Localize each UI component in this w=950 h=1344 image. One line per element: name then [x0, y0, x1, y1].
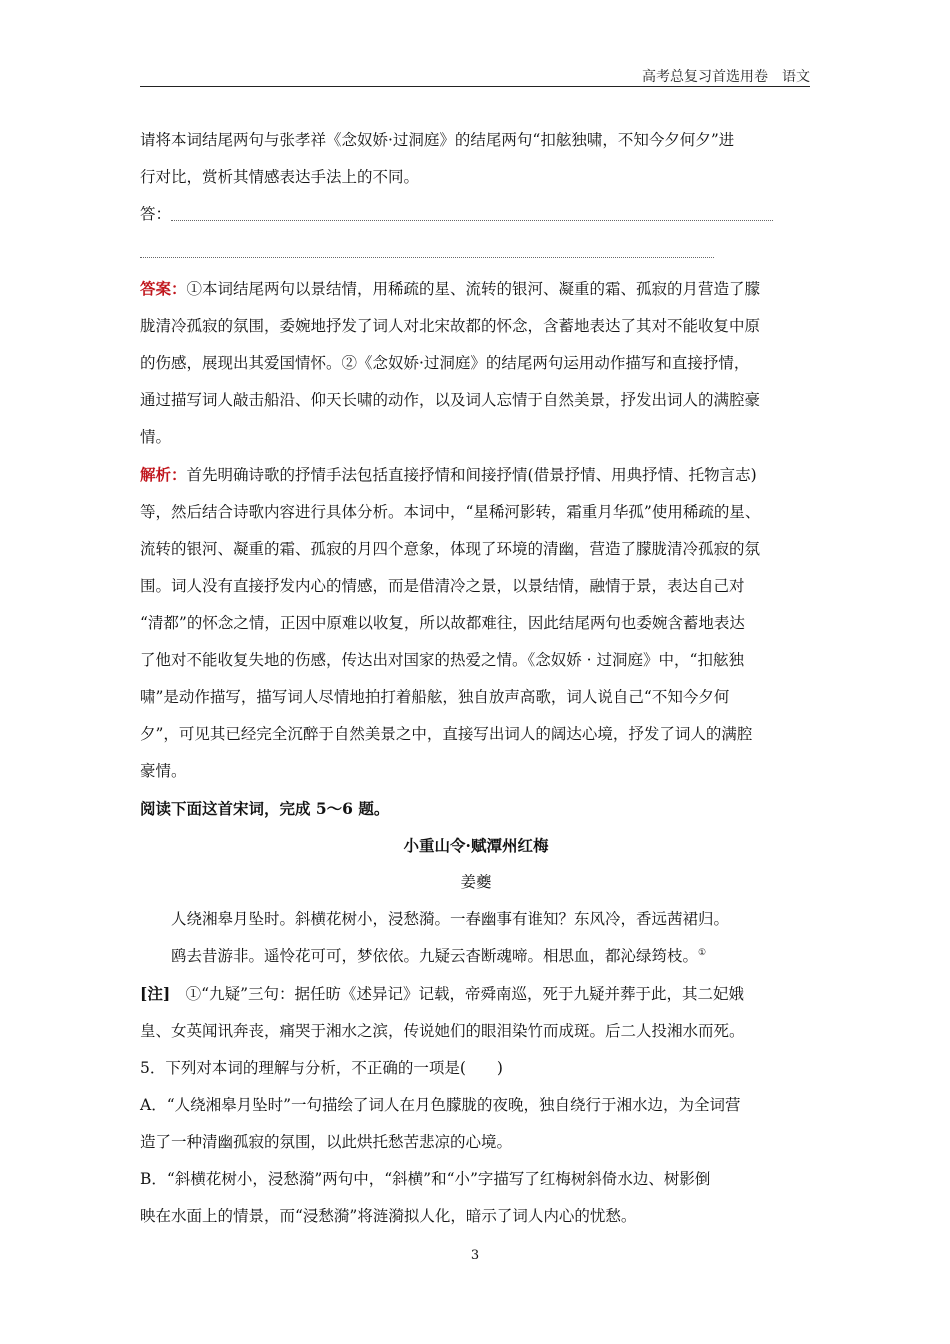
option-b: B．“斜横花树小，浸愁漪”两句中，“斜横”和“小”字描写了红梅树斜倚水边、树影倒 [140, 1170, 711, 1188]
answer-blank-row [140, 233, 812, 270]
analysis-line: 等，然后结合诗歌内容进行具体分析。本词中，“星稀河影转，霜重月华孤”使用稀疏的星、 [140, 503, 761, 521]
analysis-line: 流转的银河、凝重的霜、孤寂的月四个意象，体现了环境的清幽，营造了朦胧清冷孤寂的氛 [140, 540, 761, 558]
answer-blank-label: 答： [140, 205, 172, 223]
analysis-paragraph: 解析：首先明确诗歌的抒情手法包括直接抒情和间接抒情(借景抒情、用典抒情、托物言志) [140, 465, 757, 484]
header-title: 高考总复习首选用卷 语文 [642, 69, 810, 85]
poem-note-line: 皇、女英闻讯奔丧，痛哭于湘水之滨，传说她们的眼泪染竹而成斑。后二人投湘水而死。 [140, 1022, 745, 1040]
question-5-stem: 5．下列对本词的理解与分析，不正确的一项是( ) [140, 1059, 503, 1077]
answer-paragraph: 答案：①本词结尾两句以景结情，用稀疏的星、流转的银河、凝重的霜、孤寂的月营造了朦 [140, 279, 761, 298]
note-label: [注] [140, 984, 171, 1003]
answer-label: 答案： [140, 279, 187, 298]
poem-title: 小重山令·赋潭州红梅 [403, 836, 549, 855]
analysis-line: 了他对不能收复失地的伤感，传达出对国家的热爱之情。《念奴娇 · 过洞庭》中，“扣舷独 [140, 651, 744, 669]
question-prompt-line: 请将本词结尾两句与张孝祥《念奴娇·过洞庭》的结尾两句“扣舷独啸，不知今夕何夕”进 [140, 131, 735, 149]
answer-blank-row [140, 196, 812, 233]
analysis-line: 豪情。 [140, 762, 187, 780]
page-content [140, 122, 812, 1235]
analysis-line: 夕”，可见其已经完全沉醉于自然美景之中，直接写出词人的阔达心境，抒发了词人的满腔 [140, 725, 753, 743]
poem-author: 姜夔 [460, 873, 492, 891]
question-prompt-line: 行对比，赏析其情感表达手法上的不同。 [140, 168, 420, 186]
poem-stanza: 人绕湘皋月坠时。斜横花树小，浸愁漪。一春幽事有谁知？东风冷，香远茜裙归。 [171, 910, 730, 928]
analysis-line: 啸”是动作描写，描写词人尽情地拍打着船舷，独自放声高歌，词人说自己“不知今夕何 [140, 688, 730, 706]
page-header [140, 66, 810, 86]
option-b-line: 映在水面上的情景，而“浸愁漪”将涟漪拟人化，暗示了词人内心的忧愁。 [140, 1207, 637, 1225]
header-rule [140, 86, 810, 87]
analysis-label: 解析： [140, 465, 187, 484]
poem-stanza: 鸥去昔游非。遥怜花可可，梦依依。九疑云杳断魂啼。相思血，都沁绿筠枝。① [171, 947, 707, 965]
answer-line: 情。 [140, 428, 172, 446]
poem-note: [注] ①“九疑”三句：据任昉《述异记》记载，帝舜南巡，死于九疑并葬于此，其二妃娥 [140, 984, 745, 1003]
analysis-line: “清都”的怀念之情，正因中原难以收复，所以故都难往，因此结尾两句也委婉含蓄地表达 [140, 614, 745, 632]
page-number: 3 [470, 1248, 480, 1263]
analysis-line: 围。词人没有直接抒发内心的情感，而是借清冷之景，以景结情，融情于景，表达自己对 [140, 577, 745, 595]
option-a-line: 造了一种清幽孤寂的氛围，以此烘托愁苦悲凉的心境。 [140, 1133, 513, 1151]
answer-blank-line [171, 220, 773, 221]
option-a: A．“人绕湘皋月坠时”一句描绘了词人在月色朦胧的夜晚，独自绕行于湘水边，为全词营 [140, 1096, 741, 1114]
answer-blank-line [140, 257, 714, 258]
answer-line: 的伤感，展现出其爱国情怀。②《念奴娇·过洞庭》的结尾两句运用动作描写和直接抒情， [140, 354, 750, 372]
footnote-marker: ① [698, 947, 707, 958]
answer-line: 胧清冷孤寂的氛围，委婉地抒发了词人对北宋故都的怀念，含蓄地表达了其对不能收复中原 [140, 317, 761, 335]
reading-intro: 阅读下面这首宋词，完成 5～6 题。 [140, 799, 390, 818]
answer-line: 通过描写词人敲击船沿、仰天长啸的动作，以及词人忘情于自然美景，抒发出词人的满腔豪 [140, 391, 761, 409]
